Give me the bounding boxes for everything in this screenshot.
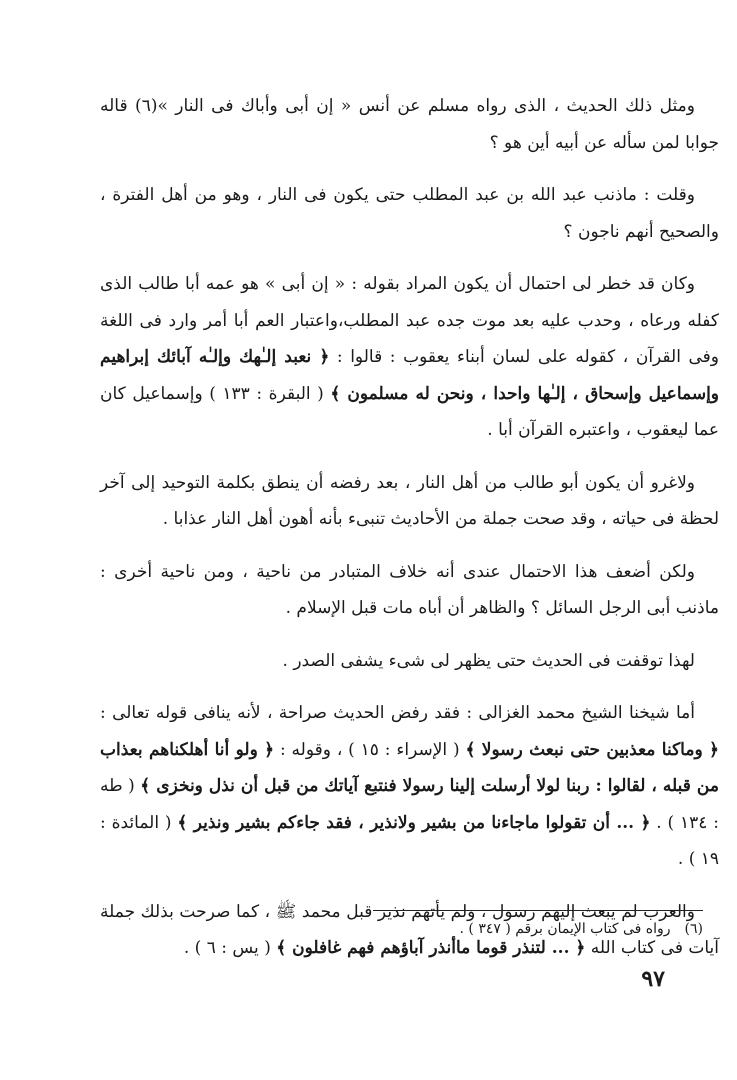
text-run: أما شيخنا الشيخ محمد الغزالى : فقد رفض الحديث صراحة ، لأنه ينافى قوله تعالى :: [100, 703, 695, 723]
footnote-text: رواه فى كتاب الإيمان برقم ( ٣٤٧ ) .: [459, 921, 671, 937]
paragraph: [100, 88, 719, 161]
text-run: ( البقرة : ١٣٣ ) وإسماعيل كان عما ليعقوب ، واعتبره القرآن أبا .: [100, 383, 719, 440]
text-run: ولاغرو أن يكون أبو طالب من أهل النار ، بعد رفضه أن ينطق بكلمة التوحيد إلى آخر لحظة فى حياته ، وقد صحت جملة من الأحاديث تنبىء بأنه أهون أهل النار عذابا .: [100, 472, 719, 529]
quran-quote: ﴿ ولو أنا أهلكناهم بعذاب من قبله ، لقالوا : ربنا لولا أرسلت إلينا رسولا فنتبع آياتك من قبل أن نذل ونخزى ﴾: [100, 739, 719, 796]
footnote: [100, 914, 703, 944]
quran-quote: ﴿ ... أن تقولوا ماجاءنا من بشير ولانذير ، فقد جاءكم بشير ونذير ﴾: [177, 812, 651, 833]
paragraph: [100, 643, 719, 680]
text-run: والعرب لم يبعث إليهم رسول ، ولم يأتهم نذير قبل محمد ﷺ ، كما صرحت بذلك جملة آيات فى كتاب الله: [100, 901, 719, 958]
footnote-number: (٦): [684, 921, 703, 937]
paragraph: [100, 695, 719, 878]
page-number: ٩٧: [641, 966, 665, 992]
text-run: ومثل ذلك الحديث ، الذى رواه مسلم عن أنس « إن أبى وأباك فى النار »(٦) قاله جوابا لمن سأله عن أبيه أين هو ؟: [100, 96, 719, 153]
text-run: ( الإسراء : ١٥ ) ، وقوله :: [274, 739, 466, 760]
text-run: وكان قد خطر لى احتمال أن يكون المراد بقوله : « إن أبى » هو عمه أبا طالب الذى كفله ورعاه ، وحدب عليه بعد موت جده عبد المطلب،واعتبار العم أبا أمر وارد فى اللغة وفى القرآن ، كقوله على لسان أبناء يعقوب : قالوا :: [100, 274, 720, 367]
paragraph: [100, 554, 719, 627]
text-run: ( يس : ٦ ) .: [183, 938, 277, 958]
quran-quote: ﴿ وماكنا معذبين حتى نبعث رسولا ﴾: [465, 739, 720, 760]
text-run: ( المائدة : ١٩ ) .: [100, 812, 719, 869]
quran-quote: ﴿ نعبد إلـٰهك وإلـٰه آبائك إبراهيم وإسماعيل وإسحاق ، إلـٰها واحدا ، ونحن له مسلمون ﴾: [100, 347, 719, 404]
paragraph: [100, 266, 719, 449]
text-run: وقلت : ماذنب عبد الله بن عبد المطلب حتى يكون فى النار ، وهو من أهل الفترة ، والصحيح أنهم ناجون ؟: [100, 185, 719, 242]
text-run: ( طه : ١٣٤ ) .: [100, 776, 720, 833]
footnote-divider: [373, 910, 703, 911]
text-run: ولكن أضعف هذا الاحتمال عندى أنه خلاف المتبادر من ناحية ، ومن ناحية أخرى : ماذنب أبى الرجل السائل ؟ والظاهر أن أباه مات قبل الإسلام .: [100, 561, 719, 618]
quran-quote: ﴿ ... لتنذر قوما ماأنذر آباؤهم فهم غافلون ﴾: [276, 938, 586, 958]
paragraph: [100, 465, 719, 538]
main-text: [100, 88, 719, 967]
text-run: لهذا توقفت فى الحديث حتى يظهر لى شىء يشفى الصدر .: [282, 650, 695, 671]
paragraph: [100, 177, 719, 250]
